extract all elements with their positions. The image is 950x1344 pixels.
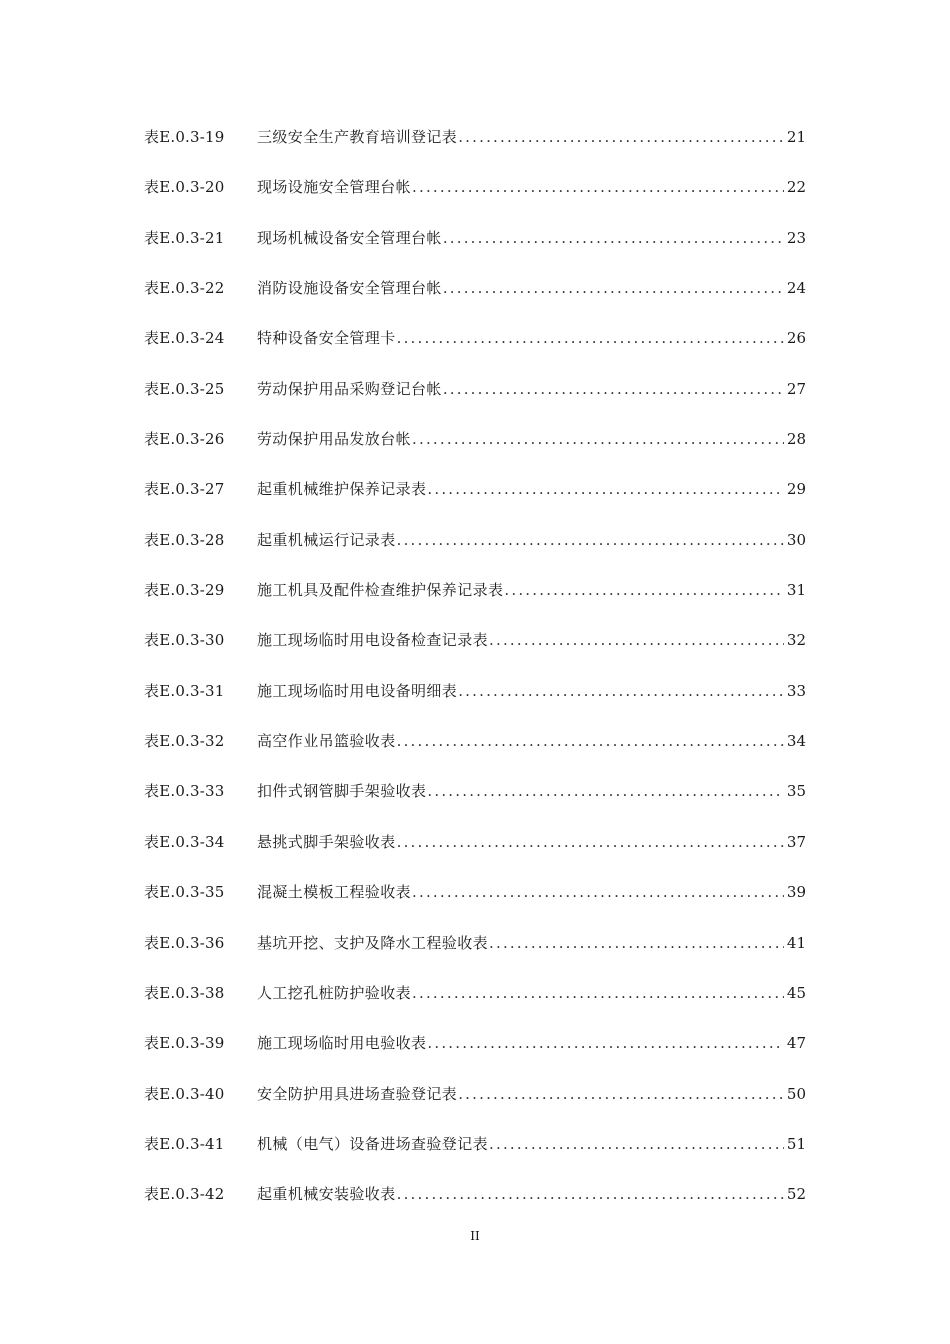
toc-entry[interactable] [144,579,806,629]
toc-entry[interactable] [144,680,806,730]
toc-dot-leader [397,529,784,551]
toc-dot-leader [458,126,784,148]
toc-dot-leader [412,982,784,1004]
toc-dot-leader [412,881,784,903]
toc-entry-code: 表E.0.3-21 [144,228,225,247]
toc-entry[interactable] [144,176,806,226]
toc-entry[interactable] [144,730,806,780]
toc-entry[interactable] [144,327,806,377]
toc-entry-code: 表E.0.3-28 [144,530,225,549]
toc-entry-title: 悬挑式脚手架验收表 [257,832,396,851]
toc-entry-page: 47 [786,1034,806,1053]
toc-entry-page: 28 [786,430,806,449]
toc-entry-code: 表E.0.3-24 [144,329,225,348]
toc-entry-title: 特种设备安全管理卡 [257,329,396,348]
table-of-contents [144,126,806,1234]
toc-entry-code: 表E.0.3-34 [144,832,225,851]
toc-entry-title: 起重机械维护保养记录表 [257,480,427,499]
toc-entry-code: 表E.0.3-40 [144,1084,225,1103]
toc-entry-title: 机械（电气）设备进场查验登记表 [257,1134,489,1153]
toc-entry[interactable] [144,831,806,881]
toc-dot-leader [397,327,784,349]
toc-dot-leader [489,629,784,651]
toc-entry-title: 起重机械运行记录表 [257,530,396,549]
toc-entry-title: 起重机械安装验收表 [257,1185,396,1204]
toc-entry[interactable] [144,478,806,528]
toc-dot-leader [443,227,784,249]
toc-entry[interactable] [144,428,806,478]
toc-entry-title: 混凝土模板工程验收表 [257,883,412,902]
toc-dot-leader [427,780,784,802]
toc-entry[interactable] [144,378,806,428]
toc-entry-code: 表E.0.3-20 [144,178,225,197]
toc-entry-code: 表E.0.3-39 [144,1034,225,1053]
toc-entry-title: 扣件式钢管脚手架验收表 [257,782,427,801]
toc-entry-page: 29 [786,480,806,499]
page-number: II [470,1229,480,1243]
toc-entry-page: 33 [786,681,806,700]
toc-dot-leader [458,1083,784,1105]
toc-entry[interactable] [144,1183,806,1233]
toc-entry[interactable] [144,126,806,176]
toc-entry-page: 37 [786,832,806,851]
toc-entry-code: 表E.0.3-32 [144,732,225,751]
toc-entry-title: 施工现场临时用电设备明细表 [257,681,458,700]
toc-entry[interactable] [144,1032,806,1082]
toc-dot-leader [504,579,784,601]
toc-entry[interactable] [144,932,806,982]
toc-entry-code: 表E.0.3-29 [144,581,225,600]
toc-entry-title: 三级安全生产教育培训登记表 [257,128,458,146]
toc-entry-code: 表E.0.3-26 [144,430,225,449]
toc-entry-page: 32 [786,631,806,650]
toc-entry-code: 表E.0.3-38 [144,983,225,1002]
toc-entry[interactable] [144,982,806,1032]
toc-entry-title: 基坑开挖、支护及降水工程验收表 [257,933,489,952]
toc-entry-code: 表E.0.3-35 [144,883,225,902]
toc-entry[interactable] [144,780,806,830]
toc-entry[interactable] [144,1083,806,1133]
toc-entry-page: 24 [786,279,806,298]
toc-entry-title: 消防设施设备安全管理台帐 [257,279,442,298]
toc-entry-title: 施工机具及配件检查维护保养记录表 [257,581,504,600]
toc-dot-leader [489,932,784,954]
toc-entry-page: 50 [786,1084,806,1103]
toc-entry-title: 劳动保护用品采购登记台帐 [257,379,442,398]
toc-entry-code: 表E.0.3-31 [144,681,225,700]
toc-entry[interactable] [144,277,806,327]
toc-entry-title: 人工挖孔桩防护验收表 [257,983,412,1002]
toc-entry-title: 施工现场临时用电验收表 [257,1034,427,1053]
toc-entry-page: 39 [786,883,806,902]
toc-entry-page: 45 [786,983,806,1002]
toc-dot-leader [397,1183,784,1205]
toc-entry-page: 21 [786,128,806,146]
toc-entry-page: 41 [786,933,806,952]
toc-dot-leader [397,831,784,853]
toc-entry-page: 34 [786,732,806,751]
toc-entry-code: 表E.0.3-36 [144,933,225,952]
toc-entry-page: 30 [786,530,806,549]
toc-dot-leader [489,1133,784,1155]
toc-entry-page: 22 [786,178,806,197]
toc-entry[interactable] [144,881,806,931]
toc-entry-code: 表E.0.3-33 [144,782,225,801]
toc-entry-code: 表E.0.3-25 [144,379,225,398]
toc-entry-title: 高空作业吊篮验收表 [257,732,396,751]
toc-entry-page: 26 [786,329,806,348]
toc-entry[interactable] [144,629,806,679]
toc-dot-leader [427,1032,784,1054]
toc-entry-code: 表E.0.3-42 [144,1185,225,1204]
toc-entry-page: 35 [786,782,806,801]
toc-entry-page: 51 [786,1134,806,1153]
toc-entry-code: 表E.0.3-30 [144,631,225,650]
toc-entry-code: 表E.0.3-22 [144,279,225,298]
toc-entry-title: 现场设施安全管理台帐 [257,178,412,197]
toc-entry-code: 表E.0.3-27 [144,480,225,499]
toc-entry[interactable] [144,227,806,277]
toc-entry-title: 现场机械设备安全管理台帐 [257,228,442,247]
toc-entry[interactable] [144,1133,806,1183]
toc-entry-page: 31 [786,581,806,600]
toc-entry-title: 施工现场临时用电设备检查记录表 [257,631,489,650]
toc-entry[interactable] [144,529,806,579]
toc-dot-leader [412,176,784,198]
toc-dot-leader [458,680,784,702]
toc-dot-leader [443,378,784,400]
toc-entry-code: 表E.0.3-41 [144,1134,225,1153]
toc-entry-title: 安全防护用具进场查验登记表 [257,1084,458,1103]
toc-dot-leader [427,478,784,500]
toc-entry-code: 表E.0.3-19 [144,128,225,146]
toc-dot-leader [443,277,784,299]
toc-dot-leader [397,730,784,752]
toc-entry-page: 52 [786,1185,806,1204]
toc-entry-title: 劳动保护用品发放台帐 [257,430,412,449]
toc-entry-page: 27 [786,379,806,398]
toc-dot-leader [412,428,784,450]
toc-entry-page: 23 [786,228,806,247]
